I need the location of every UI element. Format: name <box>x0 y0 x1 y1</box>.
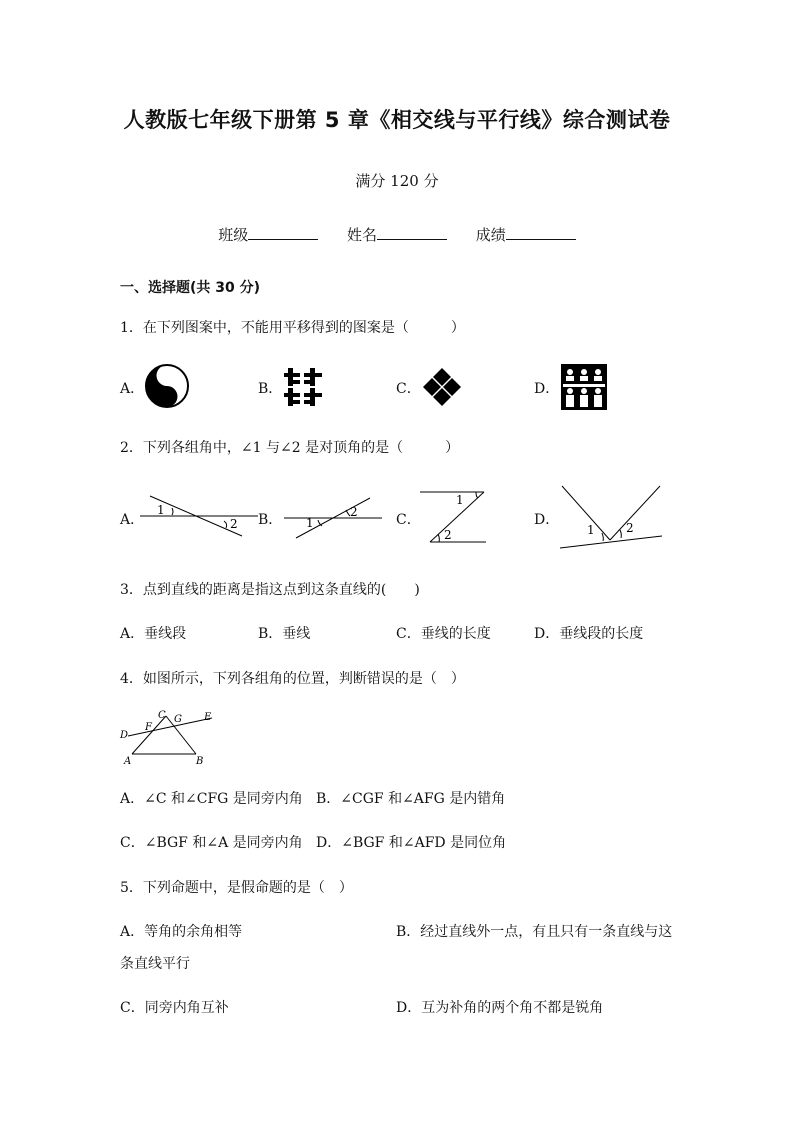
q4-triangle-figure <box>118 706 222 768</box>
class-label: 班级 <box>218 226 249 244</box>
q5-option-c: C．同旁内角互补 <box>120 1000 229 1016</box>
q5-option-b-continued: 条直线平行 <box>120 956 190 972</box>
score-blank[interactable] <box>506 225 576 240</box>
question-3-text: 3．点到直线的距离是指这点到这条直线的( ) <box>120 582 420 598</box>
q1-option-b-label: B． <box>258 381 283 397</box>
q4-option-d: D．∠BGF 和∠AFD 是同位角 <box>316 835 507 851</box>
q2-figure-b <box>282 494 384 542</box>
q5-option-b: B．经过直线外一点，有且只有一条直线与这 <box>396 924 673 940</box>
q2-option-d-label: D． <box>534 512 560 528</box>
q2b-angle-1: 1 <box>306 516 314 530</box>
name-field[interactable] <box>347 224 447 245</box>
q5-option-a: A．等角的余角相等 <box>120 924 243 940</box>
q1-option-d-label: D． <box>534 381 560 397</box>
q4-option-b: B．∠CGF 和∠AFG 是内错角 <box>316 791 506 807</box>
q3-option-d: D．垂线段的长度 <box>534 626 644 642</box>
q4-label-a: A <box>124 756 132 767</box>
q5-option-d: D．互为补角的两个角不都是锐角 <box>396 1000 604 1016</box>
q1-option-c-label: C． <box>396 381 421 397</box>
score-field[interactable] <box>476 224 576 245</box>
q2d-angle-2: 2 <box>626 521 634 535</box>
q1-option-a-label: A． <box>120 381 145 397</box>
people-frame-icon <box>561 364 607 410</box>
class-field[interactable] <box>218 224 318 245</box>
q3-option-b: B．垂线 <box>258 626 311 642</box>
class-blank[interactable] <box>248 225 318 240</box>
q2-figure-c <box>418 488 490 546</box>
yin-yang-icon <box>144 363 190 409</box>
q2-option-b-label: B． <box>258 512 283 528</box>
q4-label-b: B <box>196 756 204 767</box>
question-4-text: 4．如图所示，下列各组角的位置，判断错误的是（ ） <box>120 671 465 687</box>
q2-option-a-label: A． <box>120 512 145 528</box>
q3-option-c: C．垂线的长度 <box>396 626 491 642</box>
full-score: 满分 120 分 <box>355 172 439 190</box>
q2-option-c-label: C． <box>396 512 421 528</box>
question-2-text: 2．下列各组角中，∠1 与∠2 是对顶角的是（ ） <box>120 440 460 456</box>
page-title: 人教版七年级下册第 5 章《相交线与平行线》综合测试卷 <box>123 108 671 132</box>
name-blank[interactable] <box>377 225 447 240</box>
q4-label-c: C <box>158 710 166 721</box>
section-title: 一、选择题(共 30 分) <box>120 280 261 296</box>
q2c-angle-1: 1 <box>456 493 464 507</box>
q4-option-c: C．∠BGF 和∠A 是同旁内角 <box>120 835 303 851</box>
q2d-angle-1: 1 <box>587 523 595 537</box>
student-info-line <box>0 224 794 245</box>
q2-figure-d <box>558 484 664 550</box>
question-1-text: 1．在下列图案中，不能用平移得到的图案是（ ） <box>120 320 465 336</box>
score-label: 成绩 <box>475 226 506 244</box>
q3-option-a: A．垂线段 <box>120 626 187 642</box>
q2-figure-a <box>140 488 260 540</box>
q4-label-f: F <box>145 722 152 733</box>
name-label: 姓名 <box>346 226 377 244</box>
q2b-angle-2: 2 <box>350 505 358 519</box>
q4-label-e: E <box>204 712 212 723</box>
cross-pattern-icon <box>282 366 326 408</box>
q2a-angle-1: 1 <box>157 503 165 517</box>
q4-label-d: D <box>120 730 129 741</box>
question-5-text: 5．下列命题中，是假命题的是（ ） <box>120 880 353 896</box>
q2a-angle-2: 2 <box>230 517 238 531</box>
diamond-pattern-icon <box>421 366 463 408</box>
q4-option-a: A．∠C 和∠CFG 是同旁内角 <box>120 791 303 807</box>
q4-label-g: G <box>174 714 182 725</box>
q2c-angle-2: 2 <box>444 528 452 542</box>
